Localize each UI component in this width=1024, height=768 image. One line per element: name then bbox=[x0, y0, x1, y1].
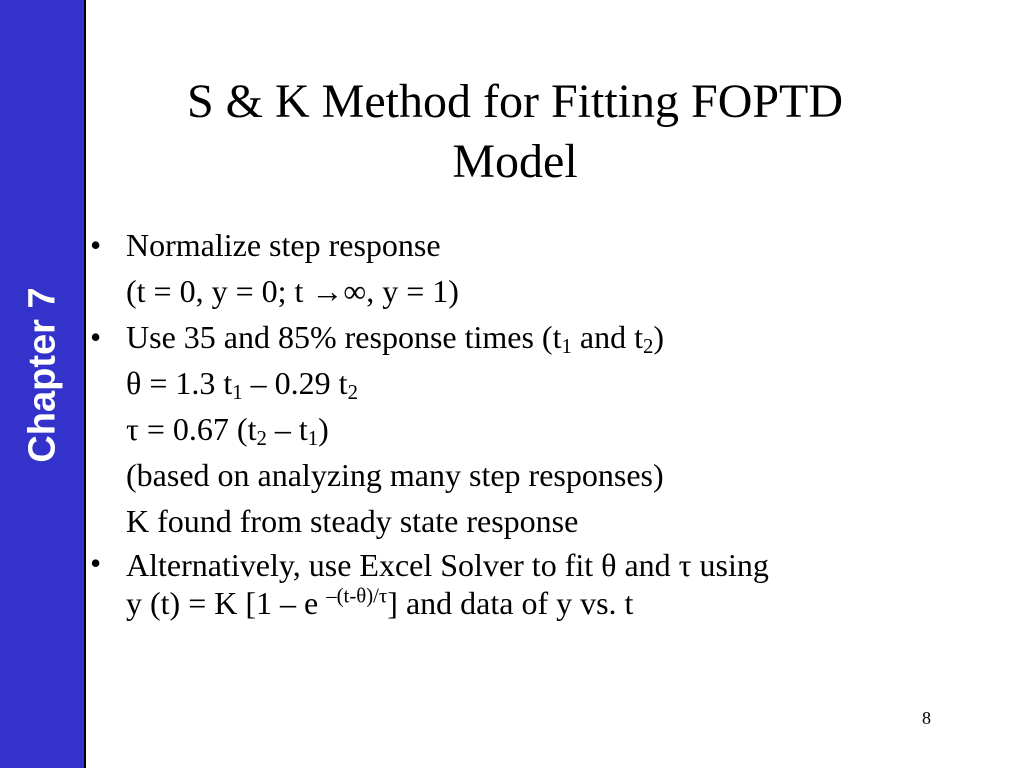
slide-body bbox=[86, 222, 966, 624]
note-text: (based on analyzing many step responses) bbox=[126, 457, 664, 493]
subscript: 1 bbox=[561, 335, 572, 359]
tau-equation bbox=[86, 406, 966, 452]
bullet-item-response-times bbox=[86, 314, 966, 360]
bullet-text-part: ) bbox=[653, 319, 665, 355]
title-line-2: Model bbox=[452, 135, 578, 188]
bullet-item-excel-solver bbox=[86, 544, 966, 624]
normalization-conditions: (t = 0, y = 0; t →∞, y = 1) bbox=[126, 273, 459, 309]
chapter-sidebar bbox=[0, 0, 86, 768]
bullet-text-line-1: Alternatively, use Excel Solver to fit θ and τ using bbox=[126, 547, 769, 583]
page-number: 8 bbox=[922, 708, 931, 728]
equation-part: – 0.29 t bbox=[242, 365, 348, 401]
sub-line-k-found bbox=[86, 498, 966, 544]
equation-part: θ = 1.3 t bbox=[126, 365, 233, 401]
title-line-1: S & K Method for Fitting FOPTD bbox=[186, 75, 844, 128]
equation-part: ) bbox=[318, 411, 329, 447]
chapter-label: Chapter 7 bbox=[21, 287, 64, 463]
subscript: 1 bbox=[232, 381, 243, 405]
subscript: 2 bbox=[256, 427, 267, 451]
bullet-text-part: Use 35 and 85% response times (t bbox=[126, 319, 562, 355]
equation-part: τ = 0.67 (t bbox=[126, 411, 257, 447]
equation-part: ] and data of y vs. t bbox=[387, 585, 634, 621]
bullet-text-part: and t bbox=[571, 319, 643, 355]
subscript: 1 bbox=[307, 427, 319, 451]
bullet-icon: • bbox=[90, 227, 102, 263]
bullet-text: Normalize step response bbox=[126, 227, 441, 263]
note-text: K found from steady state response bbox=[126, 503, 579, 539]
subscript: 2 bbox=[642, 335, 654, 359]
sub-line-based-on bbox=[86, 452, 966, 498]
slide-title bbox=[105, 72, 925, 192]
sub-line-normalization bbox=[86, 268, 966, 314]
superscript-exponent: –(t-θ)/τ bbox=[326, 584, 388, 608]
theta-equation bbox=[86, 360, 966, 406]
bullet-icon: • bbox=[90, 545, 102, 581]
equation-part: y (t) = K [1 – e bbox=[126, 585, 327, 621]
bullet-icon: • bbox=[90, 319, 102, 355]
equation-part: – t bbox=[266, 411, 308, 447]
bullet-text-line-2 bbox=[126, 584, 966, 622]
bullet-item-normalize bbox=[86, 222, 966, 268]
subscript: 2 bbox=[347, 381, 358, 405]
